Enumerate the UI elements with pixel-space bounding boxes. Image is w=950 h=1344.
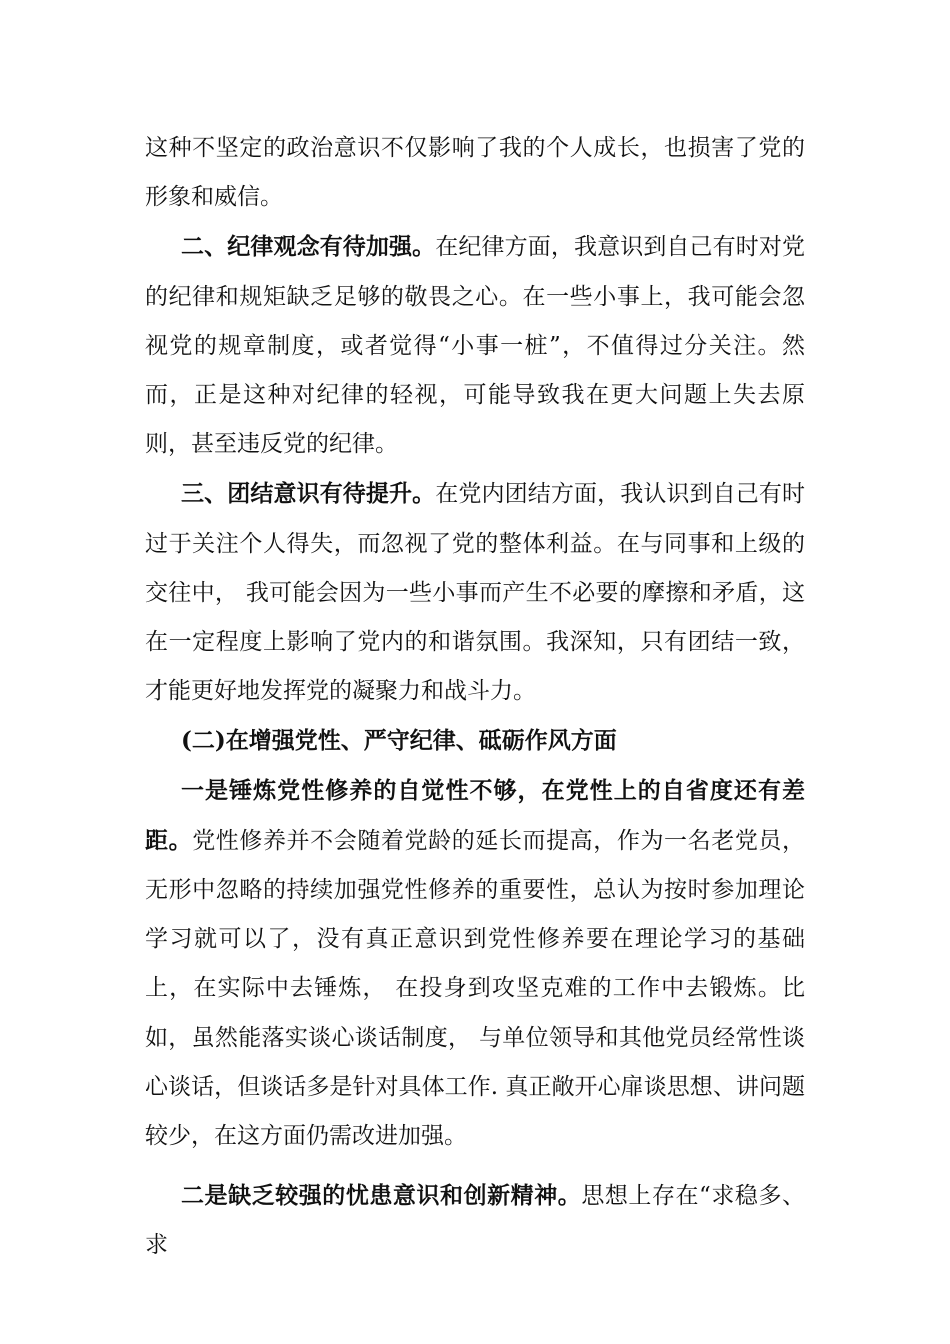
paragraph-discipline [145,222,805,469]
paragraph-text: 在纪律方面，我意识到自己有时对党的纪律和规矩缺乏足够的敬畏之心。在一些小事上，我可能会忽视党的规章制度，或者觉得“小事一桩”，不值得过分关注。然而，正是这种对纪律的轻视，可能导致我在更大问题上失去原则，甚至违反党的纪律。 [145,234,806,458]
paragraph-text: 这种不坚定的政治意识不仅影响了我的个人成长，也损害了党的形象和威信。 [145,135,805,211]
paragraph-lead: 一是锤炼党性修养的自觉性不够，在党性上的自省度还有差距。 [145,776,805,854]
paragraph-party-spirit [145,766,805,1162]
paragraph-text: 党性修养并不会随着党龄的延长而提高，作为一名老党员，无形中忽略的持续加强党性修养的重要性，总认为按时参加理论学习就可以了，没有真正意识到党性修养要在理论学习的基础上，在实际中去锤炼， 在投身到攻坚克难的工作中去锻炼。比如，虽然能落实谈心谈话制度， 与单位领导和其他党员经常性谈心谈话，但谈话多是针对具体工作. 真正敞开心扉谈思想、讲问题较少，在这方面仍需改进加强。 [145,827,806,1150]
paragraph-lead: 二是缺乏较强的忧患意识和创新精神。 [181,1182,582,1210]
paragraph-continuation [145,124,805,222]
section-heading: (二)在增强党性、严守纪律、砥砺作风方面 [181,727,617,755]
paragraph-lead: 三、团结意识有待提升。 [181,480,436,508]
paragraph-text: 在党内团结方面，我认识到自己有时过于关注个人得失，而忽视了党的整体利益。在与同事和上级的交往中， 我可能会因为一些小事而产生不必要的摩擦和矛盾，这在一定程度上影响了党内的和谐氛围。我深知，只有团结一致，才能更好地发挥党的凝聚力和战斗力。 [145,481,806,705]
paragraph-lead: 二、纪律观念有待加强。 [181,233,436,261]
paragraph-innovation [145,1171,805,1270]
paragraph-unity [145,469,805,716]
paragraph-text: 思想上存在“求稳多、求 [145,1183,805,1259]
document-body [145,124,805,1271]
